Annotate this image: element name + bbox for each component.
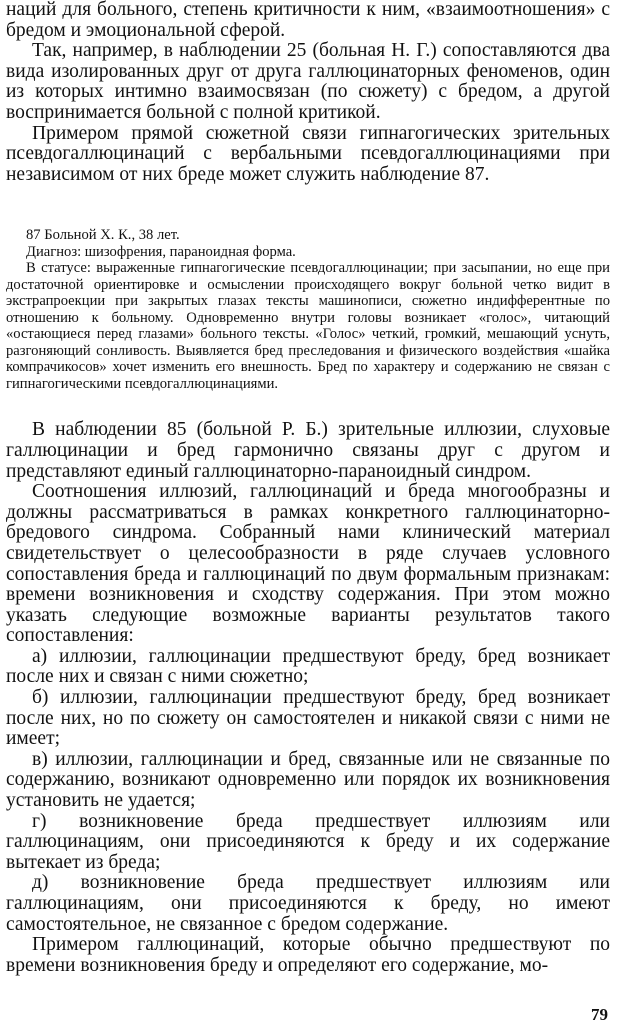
- list-item-d: д) возникновение бреда предшествует иллюзиям или галлюцинациям, они присоединяются к бреду, но имеют самостоятельное, не связанное с бредом содержание.: [6, 872, 610, 935]
- continuation-text: наций для больного, степень критичности к ним, «взаимоотношения» с бредом и эмоциональной сферой.: [6, 0, 610, 41]
- paragraph-3: В наблюдении 85 (больной Р. Б.) зрительные иллюзии, слуховые галлюцинации и бред гармонично связаны друг с другом и представляют единый галлюцинаторно-параноидный синдром.: [6, 419, 610, 482]
- list-item-v: в) иллюзии, галлюцинации и бред, связанные или не связанные по содержанию, возникают одновременно или порядок их возникновения установить не удается;: [6, 748, 610, 812]
- list-item-a: а) иллюзии, галлюцинации предшествуют бреду, бред возникает после них и связан с ними сюжетно;: [6, 645, 610, 688]
- observation-header: 87 Больной X. К., 38 лет.: [26, 227, 180, 244]
- list-item-b: б) иллюзии, галлюцинации предшествуют бреду, бред возникает после них, но по сюжету он самостоятелен и никакой связи с ними не имеет;: [6, 687, 610, 750]
- observation-diagnosis: Диагноз: шизофрения, параноидная форма.: [26, 243, 296, 260]
- paragraph-4: Соотношения иллюзий, галлюцинаций и бреда многообразны и должны рассматриваться в рамках конкретного галлюцинаторно-бредового синдрома. Собранный нами клинический материал свидетельствует о целесообразности в ряде случаев условного сопоставления бреда и галлюцинаций по двум формальным признакам: времени возникновения и сходству содержания. При этом можно указать следующие возможные варианты результатов такого сопоставления:: [6, 481, 610, 647]
- observation-note: [6, 227, 610, 392]
- page-number: 79: [591, 1005, 608, 1024]
- paragraph-1: Так, например, в наблюдении 25 (больная Н. Г.) сопоставляются два вида изолированных друг от друга галлюцинаторных феноменов, один из которых интимно взаимосвязан (по сюжету) с бредом, а другой воспринимается больной с полной критикой.: [6, 40, 610, 123]
- main-text-continued: [6, 420, 610, 976]
- book-page: [6, 0, 610, 1031]
- list-item-g: г) возникновение бреда предшествует иллюзиям или галлюцинациям, они присоединяются к бреду и их содержание вытекает из бреда;: [6, 810, 610, 873]
- paragraph-2: Примером прямой сюжетной связи гипнагогических зрительных псевдогаллюцинаций с вербальными псевдогаллюцинациями при независимом от них бреде может служить наблюдение 87.: [6, 122, 610, 185]
- observation-body: В статусе: выраженные гипнагогические псевдогаллюцинации; при засыпании, но еще при достаточной ориентировке и осмыслении происходящего вокруг больной четко видит в экстрапроекции при закрытых глазах тексты машинописи, сюжетно индифферентные по отношению к больному. Одновременно внутри головы возникает «голос», читающий «остающиеся перед глазами» больного тексты. «Голос» четкий, громкий, мешающий уснуть, разгоняющий сонливость. Выявляется бред преследования и физического воздействия «шайка компрачикосов» хочет изменить его внешность. Бред по характеру и содержанию не связан с гипнагогическими псевдогаллюцинациями.: [6, 260, 610, 392]
- paragraph-5: Примером галлюцинаций, которые обычно предшествуют по времени возникновения бреду и определяют его содержание, мо-: [6, 934, 610, 976]
